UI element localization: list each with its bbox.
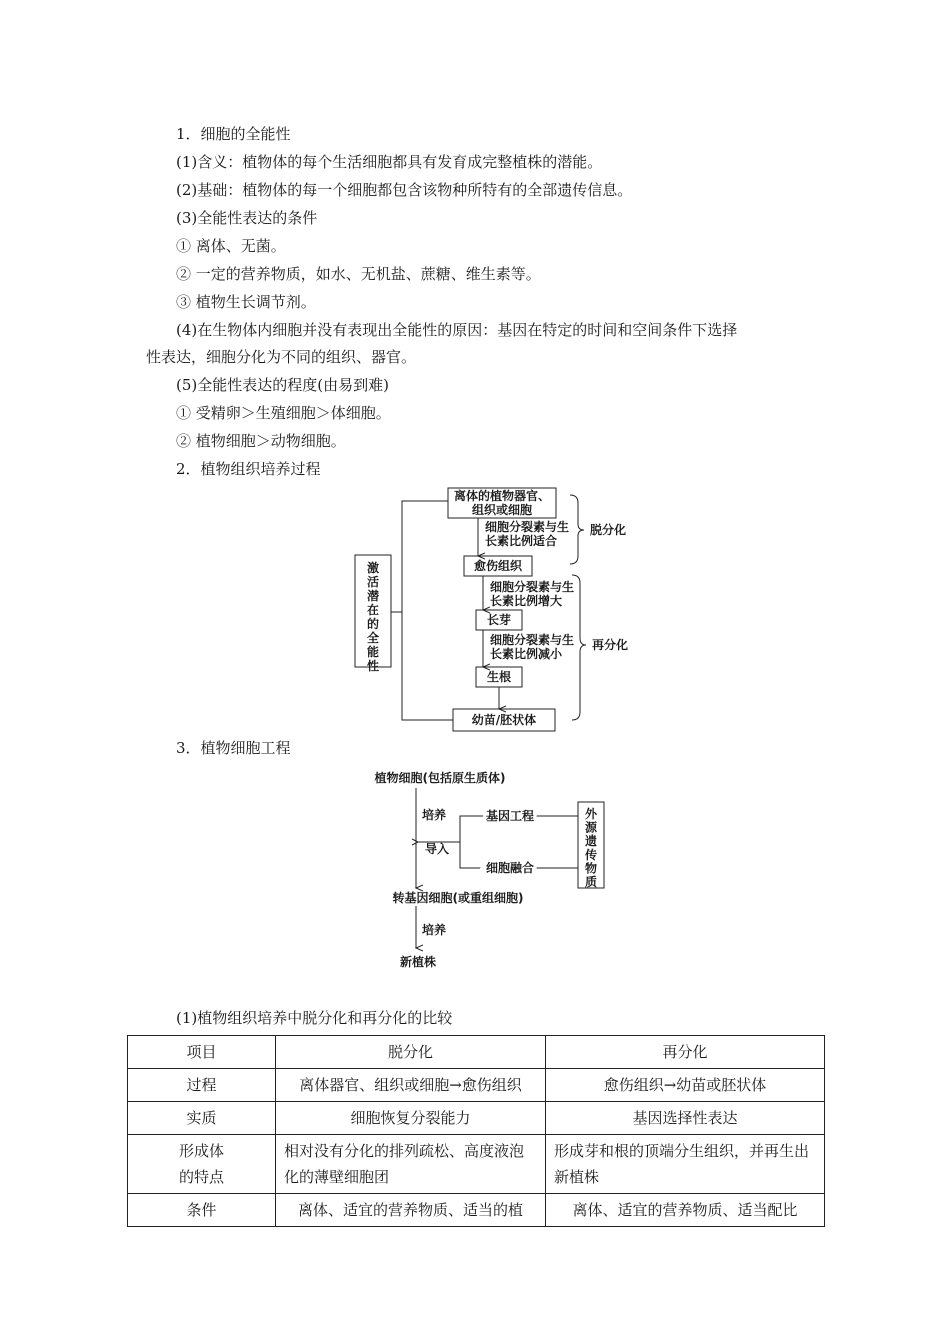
step1-label-line1: 细胞分裂素与生 — [485, 520, 570, 534]
row-redifferentiation-cell: 离体、适宜的营养物质、适当配比 — [546, 1194, 825, 1227]
source-label-line2: 组织或细胞 — [471, 503, 533, 517]
potential-label-char: 潜 — [366, 589, 380, 603]
header-dedifferentiation: 脱分化 — [276, 1036, 546, 1069]
paragraph-reason-line2: 性表达，细胞分化为不同的组织、器官。 — [146, 348, 417, 366]
bud-label: 长芽 — [486, 613, 512, 627]
table-row — [128, 1102, 825, 1135]
section1-heading: 1．细胞的全能性 — [176, 125, 291, 143]
condition-item-1: ① 离体、无菌。 — [176, 237, 286, 255]
table-header-row — [128, 1036, 825, 1069]
step3-label-line2: 长素比例减小 — [490, 647, 563, 661]
potential-label-char: 活 — [366, 575, 380, 589]
foreign-material-char: 传 — [584, 847, 598, 862]
table-caption: (1)植物组织培养中脱分化和再分化的比较 — [176, 1009, 453, 1027]
row-label: 实质 — [128, 1102, 276, 1135]
paragraph-basis: (2)基础：植物体的每一个细胞都包含该物种所特有的全部遗传信息。 — [176, 181, 633, 199]
row-redifferentiation-cell: 基因选择性表达 — [546, 1102, 825, 1135]
dedifferentiation-label: 脱分化 — [590, 523, 627, 537]
row-redifferentiation-cell: 形成芽和根的顶端分生组织，并再生出新植株 — [546, 1135, 825, 1194]
foreign-material-char: 源 — [584, 820, 598, 835]
callus-label: 愈伤组织 — [473, 559, 523, 573]
paragraph-conditions: (3)全能性表达的条件 — [176, 209, 318, 227]
comparison-table — [127, 1035, 825, 1227]
header-item: 项目 — [128, 1036, 276, 1069]
table-row — [128, 1194, 825, 1227]
plant-cell-label: 植物细胞(包括原生质体) — [374, 771, 506, 785]
foreign-material-char: 外 — [584, 807, 598, 821]
seedling-label: 幼苗/胚状体 — [471, 713, 537, 727]
row-label: 过程 — [128, 1069, 276, 1102]
potential-label-char: 全 — [366, 631, 380, 645]
cell-engineering-diagram — [370, 765, 640, 975]
step2-label-line1: 细胞分裂素与生 — [490, 580, 575, 594]
root-label: 生根 — [486, 670, 512, 684]
paragraph-reason-line1: (4)在生物体内细胞并没有表现出全能性的原因：基因在特定的时间和空间条件下选择 — [176, 321, 738, 339]
step2-label-line2: 长素比例增大 — [490, 594, 563, 608]
genetic-engineering-label: 基因工程 — [485, 809, 535, 823]
potential-label-char: 激 — [366, 561, 380, 575]
degree-item-1: ① 受精卵＞生殖细胞＞体细胞。 — [176, 404, 391, 422]
foreign-material-char: 遗 — [584, 834, 598, 849]
foreign-material-label — [584, 807, 598, 889]
row-label-line1: 形成体 — [178, 1142, 224, 1160]
culture2-label: 培养 — [422, 923, 447, 937]
condition-item-2: ② 一定的营养物质，如水、无机盐、蔗糖、维生素等。 — [176, 265, 541, 283]
cell-fusion-label: 细胞融合 — [485, 861, 535, 875]
paragraph-meaning: (1)含义：植物体的每个生活细胞都具有发育成完整植株的潜能。 — [176, 153, 603, 171]
potential-label — [367, 560, 379, 673]
section3-heading: 3．植物细胞工程 — [176, 739, 291, 757]
row-label — [128, 1135, 276, 1194]
step3-label-line1: 细胞分裂素与生 — [490, 633, 575, 647]
culture1-label: 培养 — [422, 808, 447, 822]
row-redifferentiation-cell: 愈伤组织→幼苗或胚状体 — [546, 1069, 825, 1102]
redifferentiation-brace — [572, 575, 586, 720]
foreign-material-char: 物 — [584, 861, 598, 876]
row-label: 条件 — [128, 1194, 276, 1227]
tissue-culture-diagram — [340, 485, 660, 735]
table-row — [128, 1069, 825, 1102]
row-label-line2: 的特点 — [178, 1168, 224, 1186]
source-label-line1: 离体的植物器官、 — [453, 489, 551, 503]
potential-label-char: 能 — [366, 645, 380, 659]
paragraph-degree: (5)全能性表达的程度(由易到难) — [176, 376, 389, 394]
table-row — [128, 1135, 825, 1194]
row-dedifferentiation-cell: 离体、适宜的营养物质、适当的植 — [276, 1194, 546, 1227]
row-dedifferentiation-cell: 离体器官、组织或细胞→愈伤组织 — [276, 1069, 546, 1102]
dedifferentiation-brace — [570, 495, 584, 564]
new-plant-label: 新植株 — [399, 955, 437, 969]
row-dedifferentiation-cell: 相对没有分化的排列疏松、高度液泡化的薄壁细胞团 — [276, 1135, 546, 1194]
foreign-material-char: 质 — [584, 875, 598, 889]
potential-label-char: 在 — [366, 603, 380, 617]
transgenic-cell-label: 转基因细胞(或重组细胞) — [392, 891, 524, 905]
degree-item-2: ② 植物细胞＞动物细胞。 — [176, 432, 346, 450]
row-dedifferentiation-cell: 细胞恢复分裂能力 — [276, 1102, 546, 1135]
redifferentiation-label: 再分化 — [592, 638, 629, 652]
potential-label-char: 的 — [366, 617, 380, 631]
potential-label-char: 性 — [366, 659, 380, 673]
condition-item-3: ③ 植物生长调节剂。 — [176, 293, 316, 311]
section2-heading: 2．植物组织培养过程 — [176, 460, 321, 478]
import-label: 导入 — [425, 842, 450, 856]
header-redifferentiation: 再分化 — [546, 1036, 825, 1069]
step1-label-line2: 长素比例适合 — [485, 534, 558, 548]
